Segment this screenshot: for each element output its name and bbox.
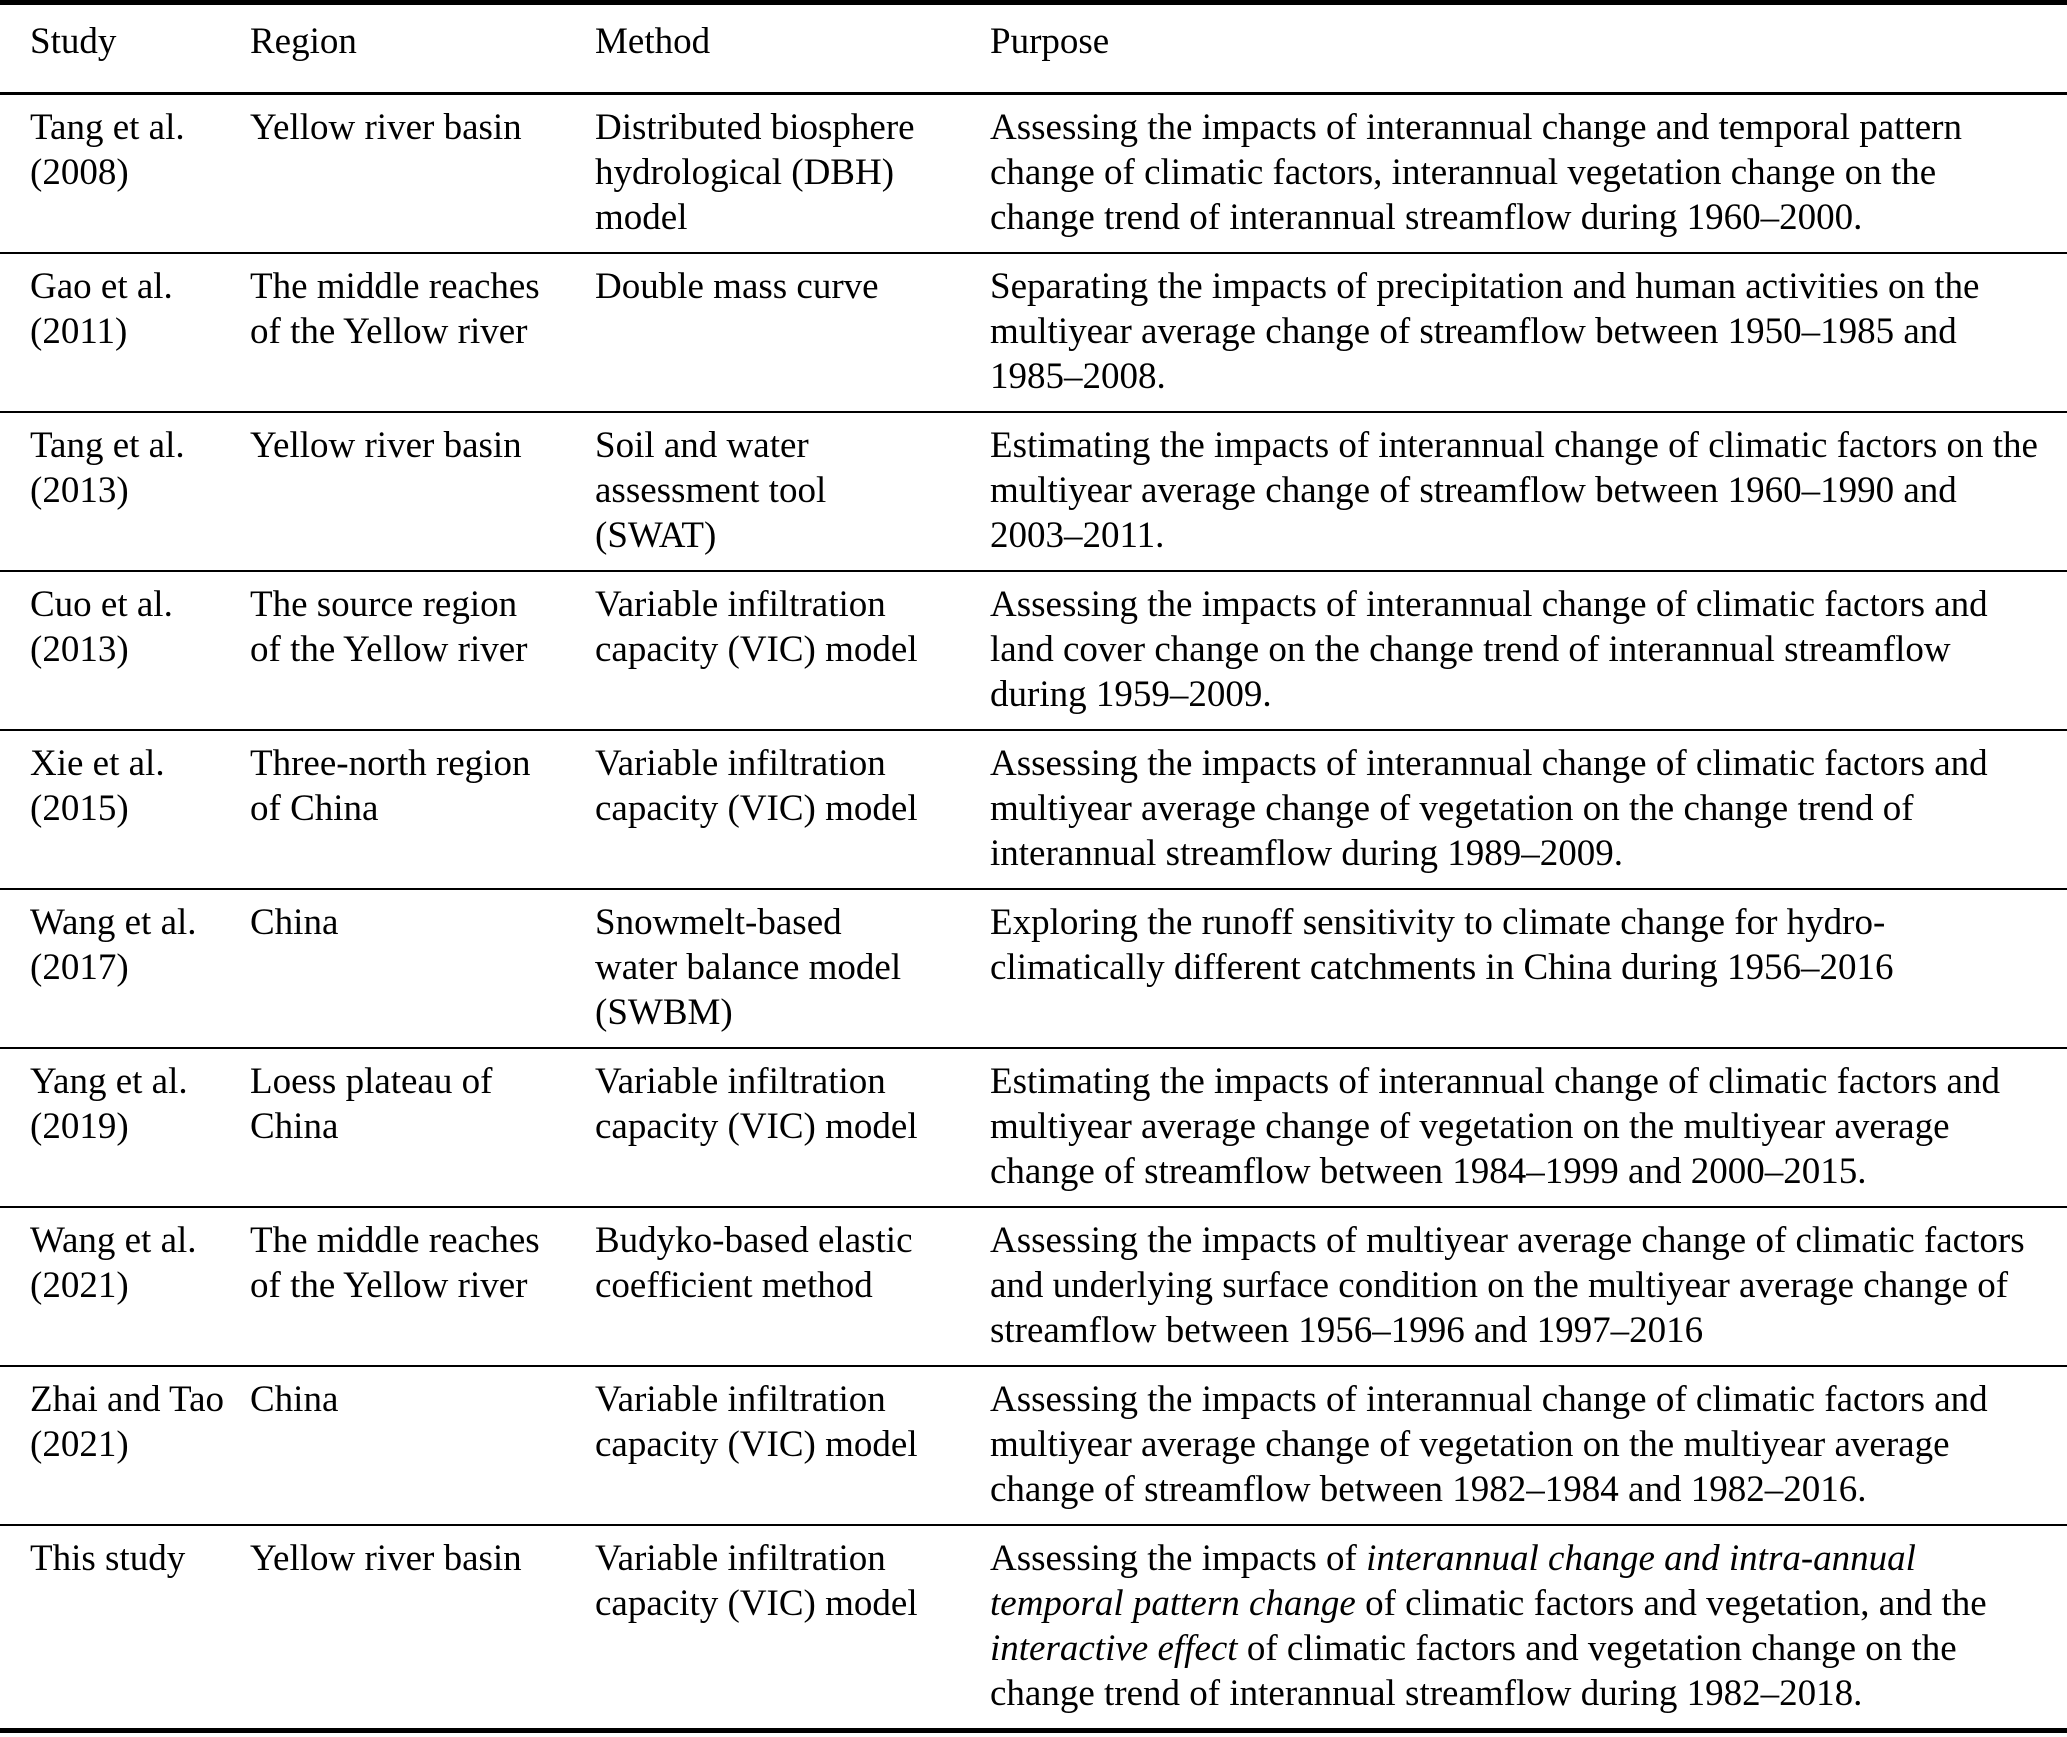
table-body bbox=[0, 94, 2067, 1731]
method-cell bbox=[595, 730, 990, 889]
cell-text: water balance model bbox=[595, 947, 902, 988]
cell-text: Assessing the impacts of interannual change of climatic factors and bbox=[990, 1379, 1988, 1420]
cell-text: Exploring the runoff sensitivity to climate change for hydro- bbox=[990, 902, 1886, 943]
cell-text: Xie et al. bbox=[30, 743, 165, 784]
cell-text: Distributed biosphere bbox=[595, 107, 915, 148]
cell-text: Variable infiltration bbox=[595, 584, 886, 625]
cell-text: Variable infiltration bbox=[595, 1379, 886, 1420]
cell-text: capacity (VIC) model bbox=[595, 629, 918, 670]
cell-text: Snowmelt-based bbox=[595, 902, 842, 943]
study-cell bbox=[0, 1048, 250, 1207]
method-cell bbox=[595, 412, 990, 571]
table-row bbox=[0, 889, 2067, 1048]
purpose-cell bbox=[990, 253, 2067, 412]
table-row bbox=[0, 1207, 2067, 1366]
cell-text: land cover change on the change trend of interannual streamflow bbox=[990, 629, 1951, 670]
study-cell bbox=[0, 889, 250, 1048]
cell-text: capacity (VIC) model bbox=[595, 1583, 918, 1624]
column-header-study: Study bbox=[30, 21, 117, 62]
cell-text: coefficient method bbox=[595, 1265, 873, 1306]
cell-text: (2021) bbox=[30, 1265, 129, 1306]
cell-text: multiyear average change of streamflow between 1960–1990 and bbox=[990, 470, 1957, 511]
region-cell bbox=[250, 1207, 595, 1366]
cell-text: model bbox=[595, 197, 688, 238]
cell-text: China bbox=[250, 902, 339, 943]
study-cell bbox=[0, 571, 250, 730]
study-cell bbox=[0, 1366, 250, 1525]
cell-text: (2011) bbox=[30, 311, 128, 352]
purpose-cell bbox=[990, 730, 2067, 889]
cell-text: (2008) bbox=[30, 152, 129, 193]
region-cell bbox=[250, 571, 595, 730]
cell-text: Assessing the impacts of interannual change of climatic factors and bbox=[990, 584, 1988, 625]
region-cell bbox=[250, 1048, 595, 1207]
method-cell bbox=[595, 253, 990, 412]
region-cell bbox=[250, 1366, 595, 1525]
cell-text: Zhai and Tao bbox=[30, 1379, 224, 1420]
cell-text: capacity (VIC) model bbox=[595, 1106, 918, 1147]
cell-text: (2013) bbox=[30, 629, 129, 670]
purpose-cell bbox=[990, 412, 2067, 571]
cell-text: of the Yellow river bbox=[250, 311, 528, 352]
cell-text: China bbox=[250, 1379, 339, 1420]
cell-text: hydrological (DBH) bbox=[595, 152, 895, 193]
method-cell bbox=[595, 571, 990, 730]
cell-text: of the Yellow river bbox=[250, 1265, 528, 1306]
table-row bbox=[0, 1048, 2067, 1207]
purpose-cell bbox=[990, 1207, 2067, 1366]
cell-text: change trend of interannual streamflow during 1960–2000. bbox=[990, 197, 1863, 238]
purpose-cell bbox=[990, 571, 2067, 730]
cell-text: change of streamflow between 1984–1999 and 2000–2015. bbox=[990, 1151, 1867, 1192]
table-row bbox=[0, 253, 2067, 412]
study-cell bbox=[0, 1525, 250, 1731]
region-cell bbox=[250, 412, 595, 571]
cell-text: Assessing the impacts of multiyear average change of climatic factors bbox=[990, 1220, 2025, 1261]
method-cell bbox=[595, 1048, 990, 1207]
cell-text: multiyear average change of vegetation on the change trend of bbox=[990, 788, 1914, 829]
cell-text: Variable infiltration bbox=[595, 1538, 886, 1579]
cell-text: Soil and water bbox=[595, 425, 809, 466]
cell-text: (2015) bbox=[30, 788, 129, 829]
table-row bbox=[0, 1366, 2067, 1525]
purpose-cell bbox=[990, 889, 2067, 1048]
purpose-emphasis-text: interactive effect bbox=[990, 1628, 1238, 1669]
cell-text: Tang et al. bbox=[30, 107, 185, 148]
cell-text: Wang et al. bbox=[30, 902, 197, 943]
cell-text: of climatic factors and vegetation change on the bbox=[1237, 1628, 1957, 1669]
cell-text: interannual streamflow during 1989–2009. bbox=[990, 833, 1623, 874]
region-cell bbox=[250, 889, 595, 1048]
cell-text: capacity (VIC) model bbox=[595, 1424, 918, 1465]
table-row bbox=[0, 94, 2067, 254]
cell-text: change trend of interannual streamflow during 1982–2018. bbox=[990, 1673, 1863, 1714]
cell-text: multiyear average change of vegetation on the multiyear average bbox=[990, 1106, 1950, 1147]
table-row bbox=[0, 1525, 2067, 1731]
cell-text: Wang et al. bbox=[30, 1220, 197, 1261]
cell-text: Yellow river basin bbox=[250, 1538, 522, 1579]
cell-text: The middle reaches bbox=[250, 1220, 540, 1261]
study-cell bbox=[0, 94, 250, 254]
method-cell bbox=[595, 1366, 990, 1525]
cell-text: Separating the impacts of precipitation and human activities on the bbox=[990, 266, 1980, 307]
cell-text: streamflow between 1956–1996 and 1997–2016 bbox=[990, 1310, 1704, 1351]
cell-text: Estimating the impacts of interannual change of climatic factors on the bbox=[990, 425, 2038, 466]
cell-text: Three-north region bbox=[250, 743, 531, 784]
cell-text: multiyear average change of streamflow between 1950–1985 and bbox=[990, 311, 1957, 352]
column-header-purpose: Purpose bbox=[990, 21, 1110, 62]
cell-text: The source region bbox=[250, 584, 518, 625]
purpose-cell bbox=[990, 1048, 2067, 1207]
cell-text: Gao et al. bbox=[30, 266, 173, 307]
table-header bbox=[0, 3, 2067, 94]
region-cell bbox=[250, 253, 595, 412]
cell-text: Tang et al. bbox=[30, 425, 185, 466]
region-cell bbox=[250, 1525, 595, 1731]
purpose-cell bbox=[990, 1366, 2067, 1525]
cell-text: Variable infiltration bbox=[595, 1061, 886, 1102]
purpose-emphasis-text: temporal pattern change bbox=[990, 1583, 1356, 1624]
study-cell bbox=[0, 1207, 250, 1366]
cell-text: (2017) bbox=[30, 947, 129, 988]
study-cell bbox=[0, 412, 250, 571]
cell-text: Assessing the impacts of bbox=[990, 1538, 1367, 1579]
cell-text: (2021) bbox=[30, 1424, 129, 1465]
purpose-emphasis-text: interannual change and intra-annual bbox=[1366, 1538, 1916, 1579]
table-row bbox=[0, 571, 2067, 730]
cell-text: Cuo et al. bbox=[30, 584, 173, 625]
cell-text: Yellow river basin bbox=[250, 425, 522, 466]
cell-text: capacity (VIC) model bbox=[595, 788, 918, 829]
cell-text: change of streamflow between 1982–1984 and 1982–2016. bbox=[990, 1469, 1867, 1510]
table-row bbox=[0, 730, 2067, 889]
cell-text: The middle reaches bbox=[250, 266, 540, 307]
cell-text: (SWBM) bbox=[595, 992, 733, 1033]
method-cell bbox=[595, 1525, 990, 1731]
cell-text: 1985–2008. bbox=[990, 356, 1166, 397]
table-row bbox=[0, 412, 2067, 571]
region-cell bbox=[250, 730, 595, 889]
column-header-method: Method bbox=[595, 21, 711, 62]
cell-text: assessment tool bbox=[595, 470, 827, 511]
cell-text: Yellow river basin bbox=[250, 107, 522, 148]
header-row bbox=[0, 3, 2067, 94]
cell-text: climatically different catchments in China during 1956–2016 bbox=[990, 947, 1894, 988]
purpose-cell bbox=[990, 94, 2067, 254]
cell-text: Budyko-based elastic bbox=[595, 1220, 913, 1261]
purpose-cell bbox=[990, 1525, 2067, 1731]
cell-text: Double mass curve bbox=[595, 266, 879, 307]
cell-text: Assessing the impacts of interannual change of climatic factors and bbox=[990, 743, 1988, 784]
cell-text: (2019) bbox=[30, 1106, 129, 1147]
cell-text: Variable infiltration bbox=[595, 743, 886, 784]
region-cell bbox=[250, 94, 595, 254]
cell-text: of climatic factors and vegetation, and the bbox=[1355, 1583, 1987, 1624]
study-cell bbox=[0, 730, 250, 889]
study-cell bbox=[0, 253, 250, 412]
method-cell bbox=[595, 1207, 990, 1366]
cell-text: multiyear average change of vegetation on the multiyear average bbox=[990, 1424, 1950, 1465]
cell-text: change of climatic factors, interannual vegetation change on the bbox=[990, 152, 1937, 193]
cell-text: China bbox=[250, 1106, 339, 1147]
cell-text: of China bbox=[250, 788, 379, 829]
cell-text: Yang et al. bbox=[30, 1061, 188, 1102]
cell-text: and underlying surface condition on the multiyear average change of bbox=[990, 1265, 2009, 1306]
cell-text: during 1959–2009. bbox=[990, 674, 1272, 715]
cell-text: (2013) bbox=[30, 470, 129, 511]
cell-text: Loess plateau of bbox=[250, 1061, 493, 1102]
cell-text: This study bbox=[30, 1538, 186, 1579]
cell-text: of the Yellow river bbox=[250, 629, 528, 670]
cell-text: (SWAT) bbox=[595, 515, 717, 556]
cell-text: Estimating the impacts of interannual change of climatic factors and bbox=[990, 1061, 2000, 1102]
method-cell bbox=[595, 94, 990, 254]
cell-text: Assessing the impacts of interannual change and temporal pattern bbox=[990, 107, 1962, 148]
column-header-region: Region bbox=[250, 21, 357, 62]
method-cell bbox=[595, 889, 990, 1048]
cell-text: 2003–2011. bbox=[990, 515, 1165, 556]
